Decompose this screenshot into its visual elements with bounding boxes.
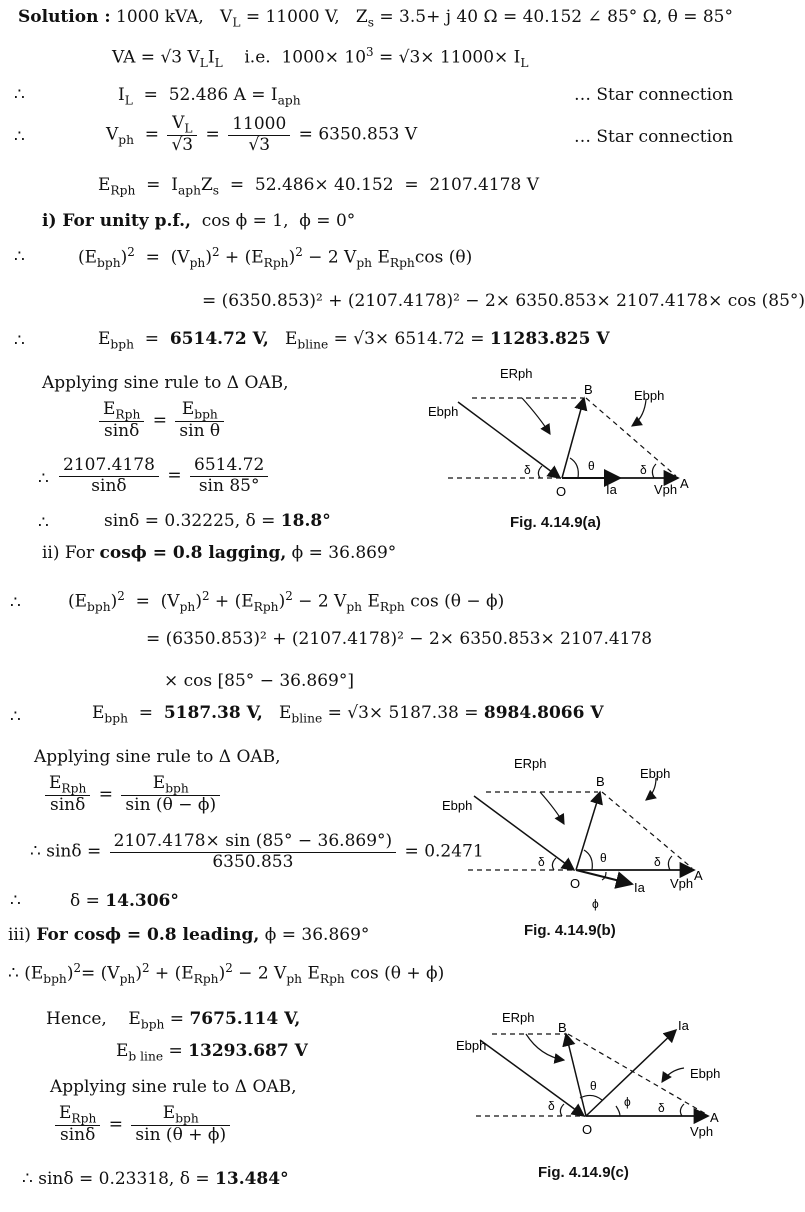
phasor-diagram-c bbox=[440, 1006, 740, 1146]
ebph-result-leading: Hence, $E_{bph} = 7675.114$ V, bbox=[46, 1009, 301, 1032]
case-unity-heading: i) For unity p.f., cos ϕ = 1, ϕ = 0° bbox=[42, 211, 356, 231]
delta-arc-c bbox=[560, 1104, 564, 1116]
label-vph-c: Vph bbox=[690, 1124, 714, 1139]
therefore-symbol: ∴ bbox=[10, 891, 21, 911]
sine-rule-c: $\frac{E_{Rph}}{\sin\delta}$ = $\frac{E_{bph}}{\sin (\theta + \phi)}$ bbox=[52, 1104, 233, 1146]
sine-rule-heading-a: Applying sine rule to Δ OAB, bbox=[42, 373, 289, 393]
theta-arc-c bbox=[580, 1095, 602, 1100]
label-delta2-c: δ bbox=[658, 1101, 665, 1115]
label-b-b: B bbox=[596, 774, 605, 789]
label-delta-b: δ bbox=[538, 855, 545, 869]
delta-arc-a bbox=[538, 466, 542, 478]
star-connection-note-1: … Star connection bbox=[574, 85, 734, 105]
label-delta2-b: δ bbox=[654, 855, 661, 869]
ebph-substitution-lagging-1: = (6350.853)² + (2107.4178)² − 2× 6350.853× 2107.4178 bbox=[146, 629, 653, 649]
label-o-a: O bbox=[556, 484, 567, 499]
label-b-c: B bbox=[558, 1020, 567, 1035]
therefore-symbol: ∴ bbox=[14, 247, 25, 267]
label-o-b: O bbox=[570, 876, 581, 891]
erph-phasor-b bbox=[576, 792, 600, 870]
delta-arc-a2 bbox=[652, 464, 656, 478]
therefore-symbol: ∴ bbox=[38, 469, 49, 489]
therefore-symbol: ∴ bbox=[10, 707, 21, 727]
label-ebph-right-b: Ebph bbox=[640, 766, 671, 781]
label-a-a: A bbox=[680, 476, 689, 491]
erph-equation: $E_{Rph} = I_{aph}Z_s = 52.486\times 40.152 = 2107.4178$ V bbox=[98, 175, 539, 198]
sine-substitution-b: ∴ sinδ = $\frac{2107.4178\times \sin (85^\circ - 36.869^\circ)}{6350.853}$ = 0.2471 bbox=[30, 831, 484, 872]
ebph-result-unity: $E_{bph} = 6514.72$ V, $E_{bline} = √3\times 6514.72 = 11283.825$ V bbox=[98, 329, 610, 352]
phi-arc-c bbox=[616, 1106, 620, 1116]
delta-arc-b2 bbox=[668, 856, 672, 870]
ebline-result-leading: $E_{b line} = 13293.687$ V bbox=[116, 1041, 308, 1064]
label-ebph-right-a: Ebph bbox=[634, 388, 665, 403]
sine-rule-a: $\frac{E_{Rph}}{\sin\delta}$ = $\frac{E_{bph}}{\text{sin θ}}$ bbox=[96, 400, 227, 442]
case-leading-heading: iii) For cosϕ = 0.8 leading, ϕ = 36.869° bbox=[8, 925, 370, 945]
delta-result-b: δ = 14.306° bbox=[70, 891, 179, 911]
theta-arc-b bbox=[584, 850, 592, 870]
label-phi-c: ϕ bbox=[624, 1095, 631, 1109]
label-ebph-right-c: Ebph bbox=[690, 1066, 721, 1081]
va-equation: VA = √3 $V_LI_L$ i.e. $1000\times 10^3 = √3\times 11000\times I_L$ bbox=[112, 45, 529, 71]
ebph-pointer-b bbox=[646, 778, 656, 800]
ebph-pointer-a bbox=[632, 400, 646, 426]
phasor-diagram-b bbox=[436, 752, 736, 912]
therefore-symbol: ∴ bbox=[14, 85, 25, 105]
label-a-b: A bbox=[694, 868, 703, 883]
label-b-a: B bbox=[584, 382, 593, 397]
sine-substitution-a: $\frac{2107.4178}{\sin\delta}$ = $\frac{6514.72}{\sin 85^\circ}$ bbox=[56, 456, 271, 496]
label-ebph-left-a: Ebph bbox=[428, 404, 459, 419]
ebph-formula-leading: ∴ $(E_{bph})^2= (V_{ph})^2 + (E_{Rph})^2 - 2$ $V_{ph}$ $E_{Rph}$ cos (θ + ϕ) bbox=[8, 961, 445, 987]
label-ia-a: Ia bbox=[606, 482, 617, 497]
erph-pointer-a bbox=[522, 398, 550, 434]
label-ebph-left-c: Ebph bbox=[456, 1038, 487, 1053]
dashed-ebph-c bbox=[568, 1034, 706, 1114]
label-erph-a: ERph bbox=[500, 366, 533, 381]
ebph-phasor-b bbox=[474, 796, 574, 870]
phasor-diagram-a bbox=[420, 360, 720, 500]
label-o-c: O bbox=[582, 1122, 593, 1137]
label-ia-b: Ia bbox=[634, 880, 645, 895]
therefore-symbol: ∴ bbox=[14, 331, 25, 351]
ebph-substitution-lagging-2: × cos [85° − 36.869°] bbox=[164, 671, 354, 691]
case-lagging-heading: ii) For cosϕ = 0.8 lagging, ϕ = 36.869° bbox=[42, 543, 397, 563]
label-delta2-a: δ bbox=[640, 463, 647, 477]
therefore-symbol: ∴ bbox=[10, 593, 21, 613]
delta-result-a: sinδ = 0.32225, δ = 18.8° bbox=[104, 511, 331, 531]
label-vph-a: Vph bbox=[654, 482, 678, 497]
ebph-formula-lagging: $(E_{bph})^2 = (V_{ph})^2 + (E_{Rph})^2 - 2$ $V_{ph}$ $E_{Rph}$ cos (θ − ϕ) bbox=[68, 589, 505, 615]
theta-arc-a bbox=[570, 458, 578, 478]
therefore-symbol: ∴ bbox=[14, 127, 25, 147]
erph-pointer-c bbox=[526, 1034, 564, 1060]
erph-phasor-c bbox=[566, 1034, 586, 1116]
il-equation: $I_L = 52.486$ $A = I_{aph}$ bbox=[118, 85, 301, 108]
dashed-ebph-a bbox=[586, 398, 676, 476]
ebph-pointer-c bbox=[662, 1068, 684, 1082]
star-connection-note-2: … Star connection bbox=[574, 127, 734, 147]
delta-arc-c2 bbox=[680, 1104, 684, 1116]
label-delta-c: δ bbox=[548, 1099, 555, 1113]
sine-rule-heading-b: Applying sine rule to Δ OAB, bbox=[34, 747, 281, 767]
label-phi-b: ϕ bbox=[592, 897, 599, 911]
delta-arc-b bbox=[552, 858, 556, 870]
fig-caption-c: Fig. 4.14.9(c) bbox=[538, 1164, 629, 1181]
therefore-symbol: ∴ bbox=[38, 513, 49, 533]
fig-caption-b: Fig. 4.14.9(b) bbox=[524, 922, 616, 939]
solution-header: Solution : 1000 kVA, $V_L = 11000$ V, $Z_s = 3.5+ j$ 40 Ω = 40.152 ∠ 85° Ω, θ = 85° bbox=[18, 7, 733, 30]
ebph-formula-unity: $(E_{bph})^2 = (V_{ph})^2 + (E_{Rph})^2 - 2$ $V_{ph}$ $E_{Rph}\cos$ (θ) bbox=[78, 245, 473, 271]
ia-phasor-b bbox=[576, 870, 632, 884]
label-theta-a: θ bbox=[588, 459, 595, 473]
ebph-phasor-c bbox=[480, 1040, 584, 1116]
ebph-phasor-a bbox=[458, 402, 560, 478]
ebph-result-lagging: $E_{bph} = 5187.38$ V, $E_{bline} = √3\times 5187.38 = 8984.8066$ V bbox=[92, 703, 604, 726]
sine-rule-heading-c: Applying sine rule to Δ OAB, bbox=[50, 1077, 297, 1097]
label-ebph-left-b: Ebph bbox=[442, 798, 473, 813]
label-erph-c: ERph bbox=[502, 1010, 535, 1025]
label-ia-c: Ia bbox=[678, 1018, 689, 1033]
label-theta-c: θ bbox=[590, 1079, 597, 1093]
delta-result-c: ∴ sinδ = 0.23318, δ = 13.484° bbox=[22, 1169, 289, 1189]
vph-equation: $V_{ph}$ = $\frac{V_L}{√3}$ = $\frac{11000}{√3}$ = 6350.853 V bbox=[106, 113, 418, 156]
erph-phasor-a bbox=[562, 398, 584, 478]
label-erph-b: ERph bbox=[514, 756, 547, 771]
ebph-substitution-unity: = (6350.853)² + (2107.4178)² − 2× 6350.853× 2107.4178× cos (85°) bbox=[202, 291, 805, 311]
label-vph-b: Vph bbox=[670, 876, 694, 891]
sine-rule-b: $\frac{E_{Rph}}{\sin\delta}$ = $\frac{E_{bph}}{\sin (\theta - \phi)}$ bbox=[42, 774, 223, 816]
label-theta-b: θ bbox=[600, 851, 607, 865]
label-a-c: A bbox=[710, 1110, 719, 1125]
erph-pointer-b bbox=[540, 792, 564, 824]
dashed-ebph-b bbox=[602, 792, 692, 868]
fig-caption-a: Fig. 4.14.9(a) bbox=[510, 514, 601, 531]
label-delta-a: δ bbox=[524, 463, 531, 477]
